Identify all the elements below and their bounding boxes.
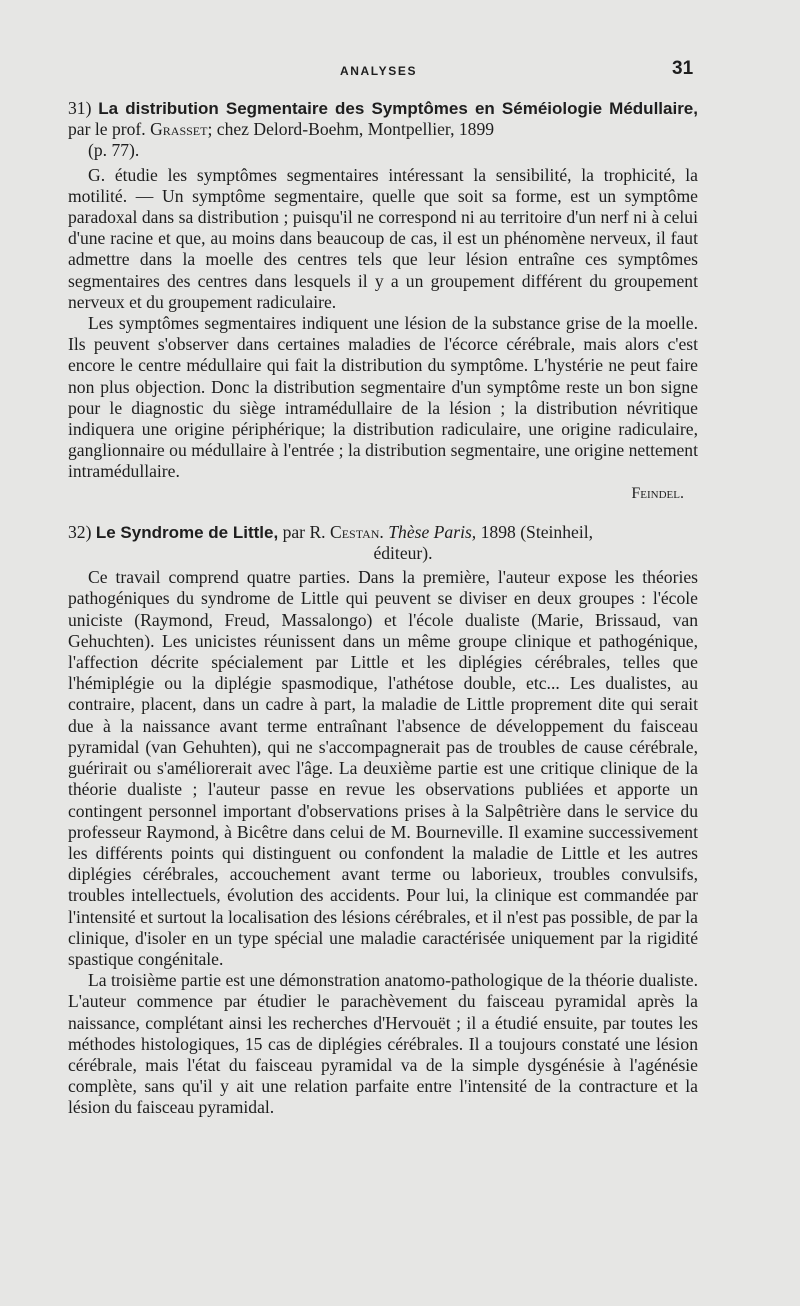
entry-publisher-line-2: éditeur). [373,543,433,564]
signature: Feindel. [631,484,684,502]
entry-title [68,98,698,162]
entry-pages: (p. 77). [88,140,140,161]
running-title: ANALYSES [340,64,418,78]
page-content [68,98,698,1119]
page-header [0,58,800,86]
entry-publication: Thèse Paris, [388,521,477,542]
entry-heading: Le Syndrome de Little, [95,522,279,542]
entry-byline: par le prof. [68,119,146,140]
entry-title [68,522,698,564]
paragraph: Ce travail comprend quatre parties. Dans la première, l'auteur expose les théories pathogéniques du syndrome de Little qui peuvent se diviser en deux groupes : l'école uniciste (Raymond, Freud, Massalongo) et l'école dualiste (Marie, Brissaud, van Gehuchten). Les unicistes réunissent dans un même groupe clinique et pathogénique, l'affection décrite spécialement par Little et les diplégies cérébrales, telles que l'hémiplégie ou la diplégie spasmodique, l'athétose double, etc... Les dualistes, au contraire, placent, dans un cadre à part, la maladie de Little proprement dite qui serait due à la naissance avant terme entraînant l'absence de développement du faisceau pyramidal (van Gehuhten), qui ne s'accompagnerait pas de troubles de cause cérébrale, guérirait ou s'améliorerait avec l'âge. La deuxième partie est une critique clinique de la théorie dualiste ; l'auteur passe en revue les observations publiées et apporte un contingent personnel important d'observations prises à la Salpêtrière dans le service du professeur Raymond, à Bicêtre dans celui de M. Bourneville. Il examine successivement les différents points qui distinguent ou confondent la maladie de Little et les autres diplégies cérébrales, accouchement avant terme ou laborieux, troubles convulsifs, troubles intellectuels, évolution des accidents. Pour lui, la clinique est commandée par l'intensité et surtout la localisation des lésions cérébrales, et il n'est pas possible, de par la clinique, d'isoler en un type spécial une maladie caractérisée uniquement par la rigidité spastique congénitale. [68,567,698,969]
entry-number: 31) [68,98,92,118]
paragraph: Les symptômes segmentaires indiquent une lésion de la substance grise de la moelle. Ils peuvent s'observer dans certaines maladies de l'écorce cérébrale, mais alors c'est encore le centre médullaire qui fait la distribution du symptôme. L'hystérie ne peut faire non plus objection. Donc la distribution segmentaire d'un symptôme reste un bon signe pour le diagnostic du siège intramédullaire de la lésion ; la distribution névritique indiquera une origine périphérique; la distribution radiculaire, une origine radiculaire, ganglionnaire ou médullaire à l'entrée ; la distribution segmentaire, une origine nettement intramédullaire. [68,313,698,482]
paragraph: G. étudie les symptômes segmentaires intéressant la sensibilité, la trophicité, la motilité. — Un symptôme segmentaire, quelle que soit sa forme, est un symptôme paradoxal dans sa distribution ; puisqu'il ne correspond ni au territoire d'un nerf ni à celui d'une racine et que, au moins dans beaucoup de cas, il est un phénomène nerveux, il faut admettre dans la moelle des centres tels que leur lésion entraîne ces symptômes segmentaires des centres dans lesquels il y a un groupement différent du groupement nerveux et du groupement radiculaire. [68,164,698,312]
page-number: 31 [672,58,694,79]
entry-heading: La distribution Segmentaire des Symptômes en Séméiologie Médullaire, [98,99,698,118]
entry-32 [68,522,698,1119]
entry-31 [68,98,698,504]
entry-publisher: ; chez Delord-Boehm, Montpellier, 1899 [207,119,495,140]
entry-author: Grasset [150,119,208,140]
entry-publisher: 1898 (Steinheil, [480,521,594,542]
entry-author: Cestan. [329,521,384,542]
paragraph: La troisième partie est une démonstration anatomo-pathologique de la théorie dualiste. L'auteur commence par étudier le parachèvement du faisceau pyramidal après la naissance, complétant ainsi les recherches d'Hervouët ; il a étudié ensuite, par toutes les méthodes histologiques, 15 cas de diplégies cérébrales. Il a toujours constaté une lésion cérébrale, mais l'état du faisceau pyramidal va de la simple dysgénésie à l'agénésie complète, sans qu'il y ait une relation parfaite entre l'intensité de la contracture et la lésion du faisceau pyramidal. [68,970,698,1118]
entry-byline: par R. [282,521,326,542]
entry-number: 32) [68,521,92,542]
